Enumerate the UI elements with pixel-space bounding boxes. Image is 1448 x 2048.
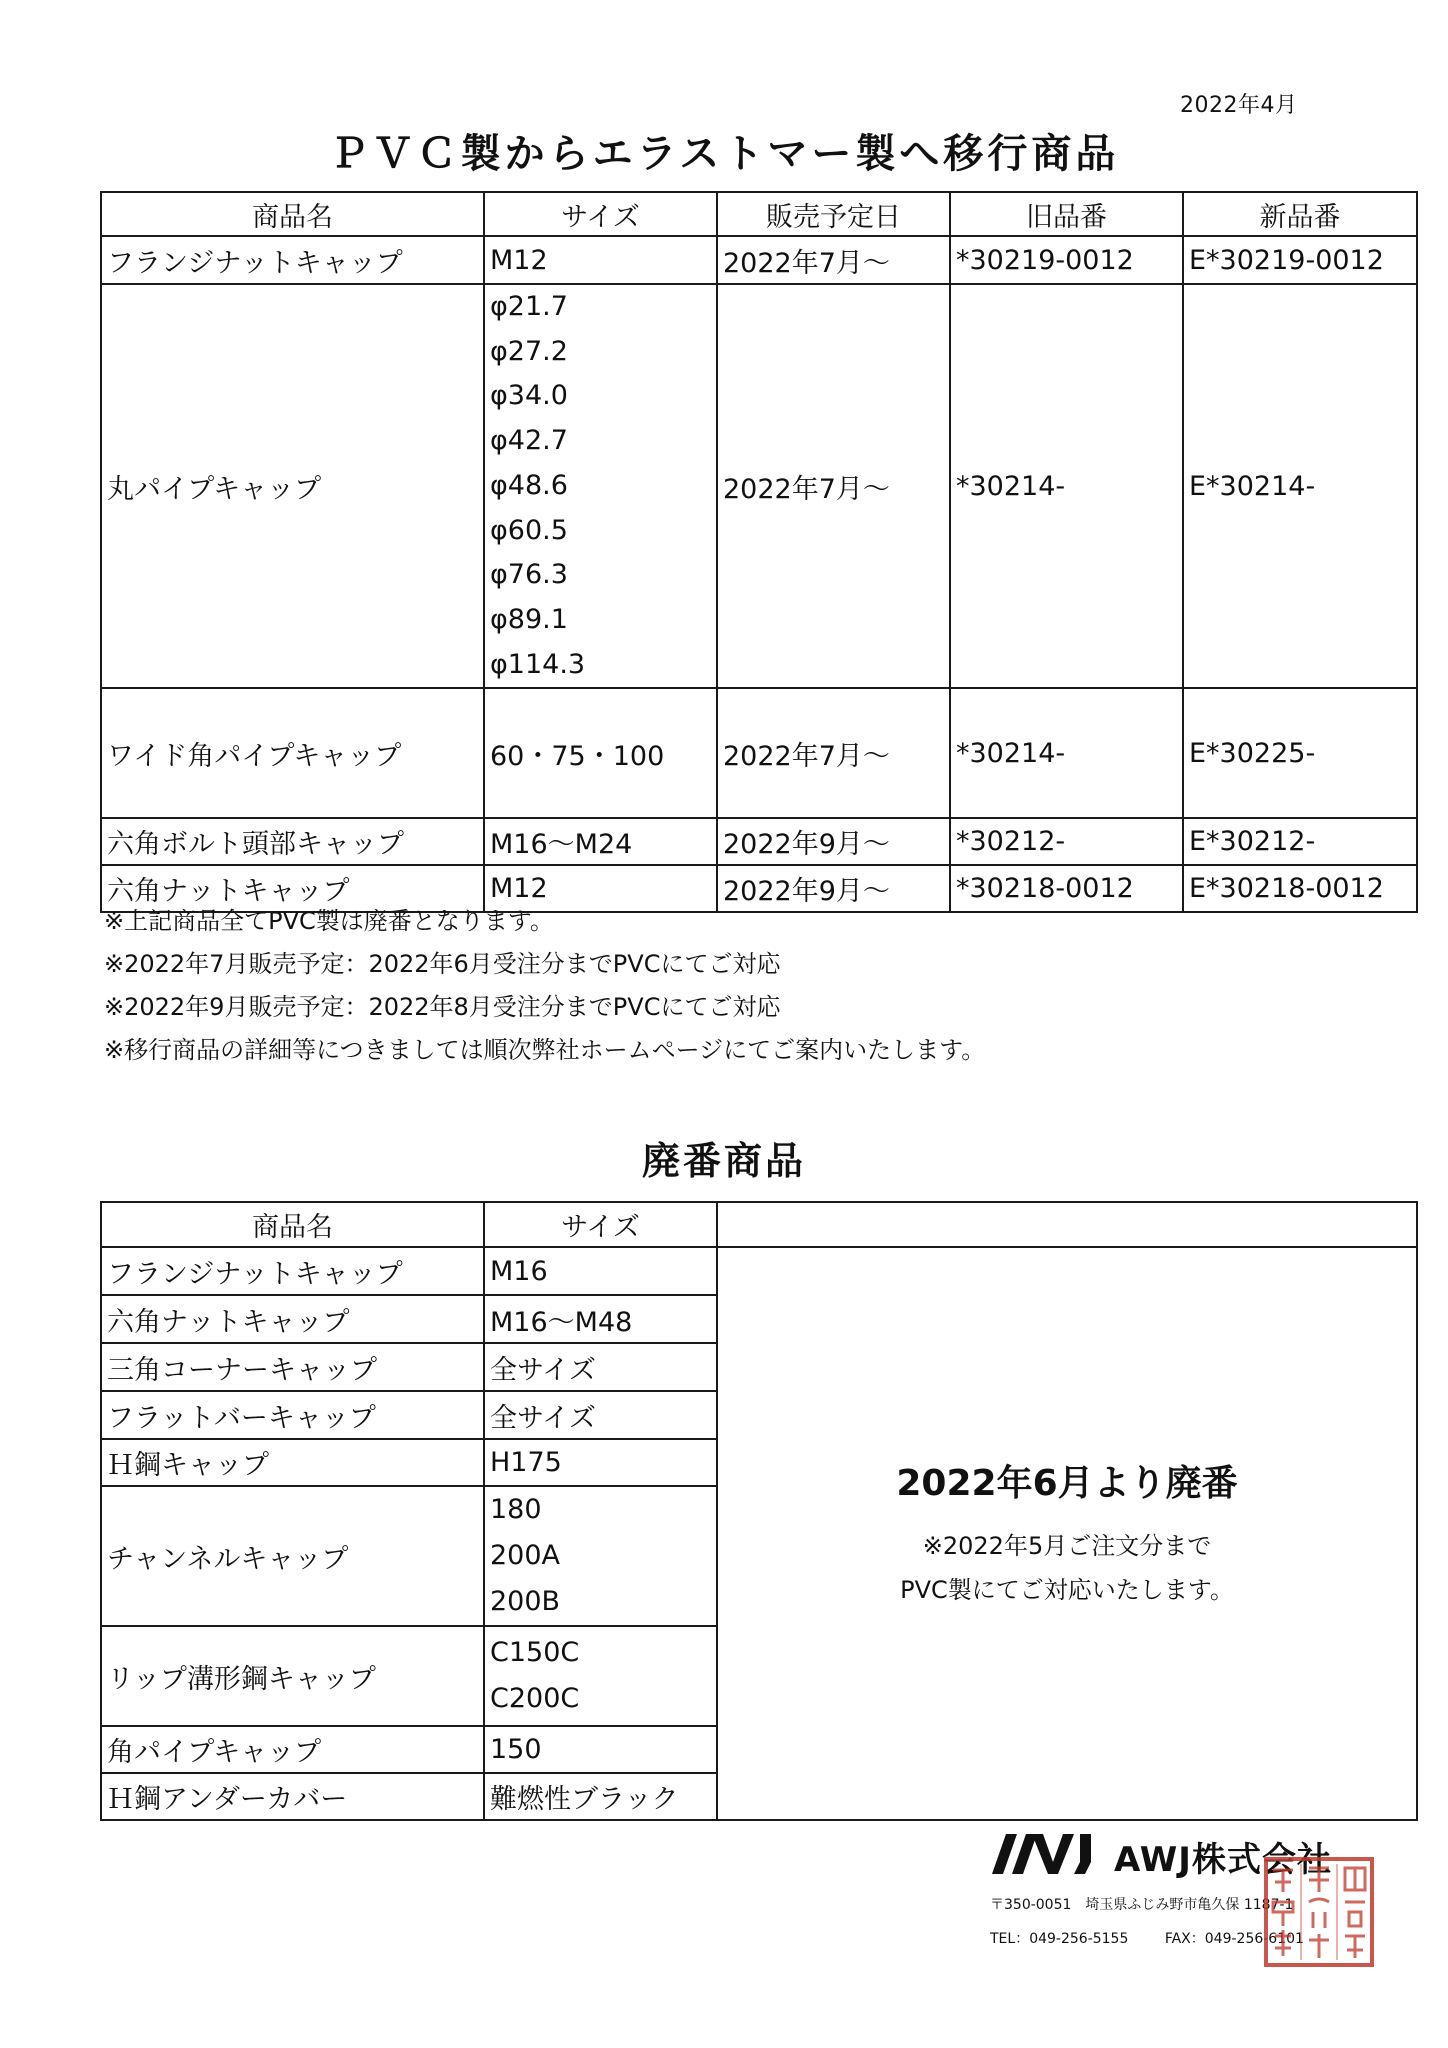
sale-date: 2022年7月～ bbox=[717, 688, 950, 818]
product-size: M12 bbox=[484, 865, 717, 912]
note-line: ※上記商品全てPVC製は廃番となります。 bbox=[104, 907, 554, 935]
product-size-list bbox=[484, 284, 717, 688]
size-value: φ89.1 bbox=[490, 603, 568, 635]
new-number: E*30225- bbox=[1183, 688, 1417, 818]
product-name: 六角ナットキャップ bbox=[101, 1295, 484, 1343]
table-header-row bbox=[101, 1202, 1417, 1247]
product-size: 60・75・100 bbox=[484, 688, 717, 818]
size-value: φ42.7 bbox=[490, 425, 568, 457]
size-value: φ114.3 bbox=[490, 648, 586, 680]
table-row bbox=[101, 1247, 1417, 1295]
old-number: *30214- bbox=[950, 688, 1183, 818]
product-size: M16 bbox=[484, 1247, 717, 1295]
size-value: φ60.5 bbox=[490, 514, 568, 546]
size-value: φ76.3 bbox=[490, 559, 568, 591]
header-size: サイズ bbox=[484, 192, 717, 236]
product-name: 丸パイプキャップ bbox=[101, 284, 484, 688]
new-number: E*30218-0012 bbox=[1183, 865, 1417, 912]
product-name: 六角ボルト頭部キャップ bbox=[101, 818, 484, 865]
product-size: H175 bbox=[484, 1439, 717, 1486]
section2-title: 廃番商品 bbox=[641, 1139, 806, 1183]
product-name: 六角ナットキャップ bbox=[101, 865, 484, 912]
product-name: Ｈ鋼アンダーカバー bbox=[101, 1773, 484, 1820]
product-size: 全サイズ bbox=[484, 1391, 717, 1439]
new-number: E*30219-0012 bbox=[1183, 236, 1417, 284]
size-value: C150C bbox=[490, 1637, 580, 1668]
product-name: フランジナットキャップ bbox=[101, 236, 484, 284]
size-value: φ48.6 bbox=[490, 469, 568, 501]
discontinuation-note-line: PVC製にてご対応いたします。 bbox=[900, 1576, 1234, 1604]
old-number: *30219-0012 bbox=[950, 236, 1183, 284]
product-name: 三角コーナーキャップ bbox=[101, 1343, 484, 1391]
product-size-list bbox=[484, 1626, 717, 1726]
header-product-name: 商品名 bbox=[101, 1202, 484, 1247]
discontinuation-note-line: ※2022年5月ご注文分まで bbox=[922, 1532, 1212, 1560]
phone-number: TEL：049-256-5155 bbox=[990, 1931, 1129, 1947]
note-line: ※2022年9月販売予定：2022年8月受注分までPVCにてご対応 bbox=[104, 993, 781, 1021]
discontinuation-headline: 2022年6月より廃番 bbox=[896, 1463, 1238, 1504]
awj-logo-icon bbox=[990, 1828, 1110, 1878]
product-name: チャンネルキャップ bbox=[101, 1486, 484, 1626]
size-value: φ21.7 bbox=[490, 291, 568, 322]
table-row bbox=[101, 236, 1417, 284]
product-name: フランジナットキャップ bbox=[101, 1247, 484, 1295]
header-product-name: 商品名 bbox=[101, 192, 484, 236]
old-number: *30218-0012 bbox=[950, 865, 1183, 912]
sale-date: 2022年9月～ bbox=[717, 818, 950, 865]
header-sale-date: 販売予定日 bbox=[717, 192, 950, 236]
migration-products-table bbox=[100, 191, 1418, 913]
product-size: M16～M48 bbox=[484, 1295, 717, 1343]
company-name: AWJ株式会社 bbox=[1114, 1840, 1332, 1880]
product-size: 難燃性ブラック bbox=[484, 1773, 717, 1820]
old-number: *30214- bbox=[950, 284, 1183, 688]
sale-date: 2022年9月～ bbox=[717, 865, 950, 912]
table-row bbox=[101, 818, 1417, 865]
table-row bbox=[101, 688, 1417, 818]
section1-title: ＰＶＣ製からエラストマー製へ移行商品 bbox=[328, 131, 1120, 177]
note-line: ※移行商品の詳細等につきましては順次弊社ホームページにてご案内いたします。 bbox=[104, 1036, 986, 1064]
new-number: E*30214- bbox=[1183, 284, 1417, 688]
size-value: 200B bbox=[490, 1586, 561, 1617]
sale-date: 2022年7月～ bbox=[717, 236, 950, 284]
sale-date: 2022年7月～ bbox=[717, 284, 950, 688]
document-date: 2022年4月 bbox=[1180, 93, 1298, 118]
table-row bbox=[101, 284, 1417, 688]
discontinued-products-table bbox=[100, 1201, 1418, 1821]
product-name: Ｈ鋼キャップ bbox=[101, 1439, 484, 1486]
product-size: M16～M24 bbox=[484, 818, 717, 865]
product-size: M12 bbox=[484, 236, 717, 284]
header-size: サイズ bbox=[484, 1202, 717, 1247]
product-size-list bbox=[484, 1486, 717, 1626]
old-number: *30212- bbox=[950, 818, 1183, 865]
size-value: φ34.0 bbox=[490, 380, 568, 412]
header-new-number: 新品番 bbox=[1183, 192, 1417, 236]
section1-notes bbox=[104, 900, 985, 1072]
size-value: 180 bbox=[490, 1494, 542, 1525]
discontinuation-notice bbox=[717, 1247, 1417, 1820]
product-name: 角パイプキャップ bbox=[101, 1726, 484, 1773]
company-seal-stamp bbox=[1263, 1856, 1375, 1968]
product-name: リップ溝形鋼キャップ bbox=[101, 1626, 484, 1726]
fax-number: FAX：049-256-6101 bbox=[1164, 1931, 1304, 1947]
size-value: 200A bbox=[490, 1540, 561, 1571]
company-address: 〒350-0051 埼玉県ふじみ野市亀久保 1187-1 bbox=[990, 1897, 1294, 1913]
product-size: 150 bbox=[484, 1726, 717, 1773]
size-value: φ27.2 bbox=[490, 335, 568, 367]
product-name: ワイド角パイプキャップ bbox=[101, 688, 484, 818]
size-value: C200C bbox=[490, 1683, 580, 1714]
product-name: フラットバーキャップ bbox=[101, 1391, 484, 1439]
product-size: 全サイズ bbox=[484, 1343, 717, 1391]
new-number: E*30212- bbox=[1183, 818, 1417, 865]
table-header-row bbox=[101, 192, 1417, 236]
header-old-number: 旧品番 bbox=[950, 192, 1183, 236]
header-blank bbox=[717, 1202, 1417, 1247]
note-line: ※2022年7月販売予定：2022年6月受注分までPVCにてご対応 bbox=[104, 950, 781, 978]
